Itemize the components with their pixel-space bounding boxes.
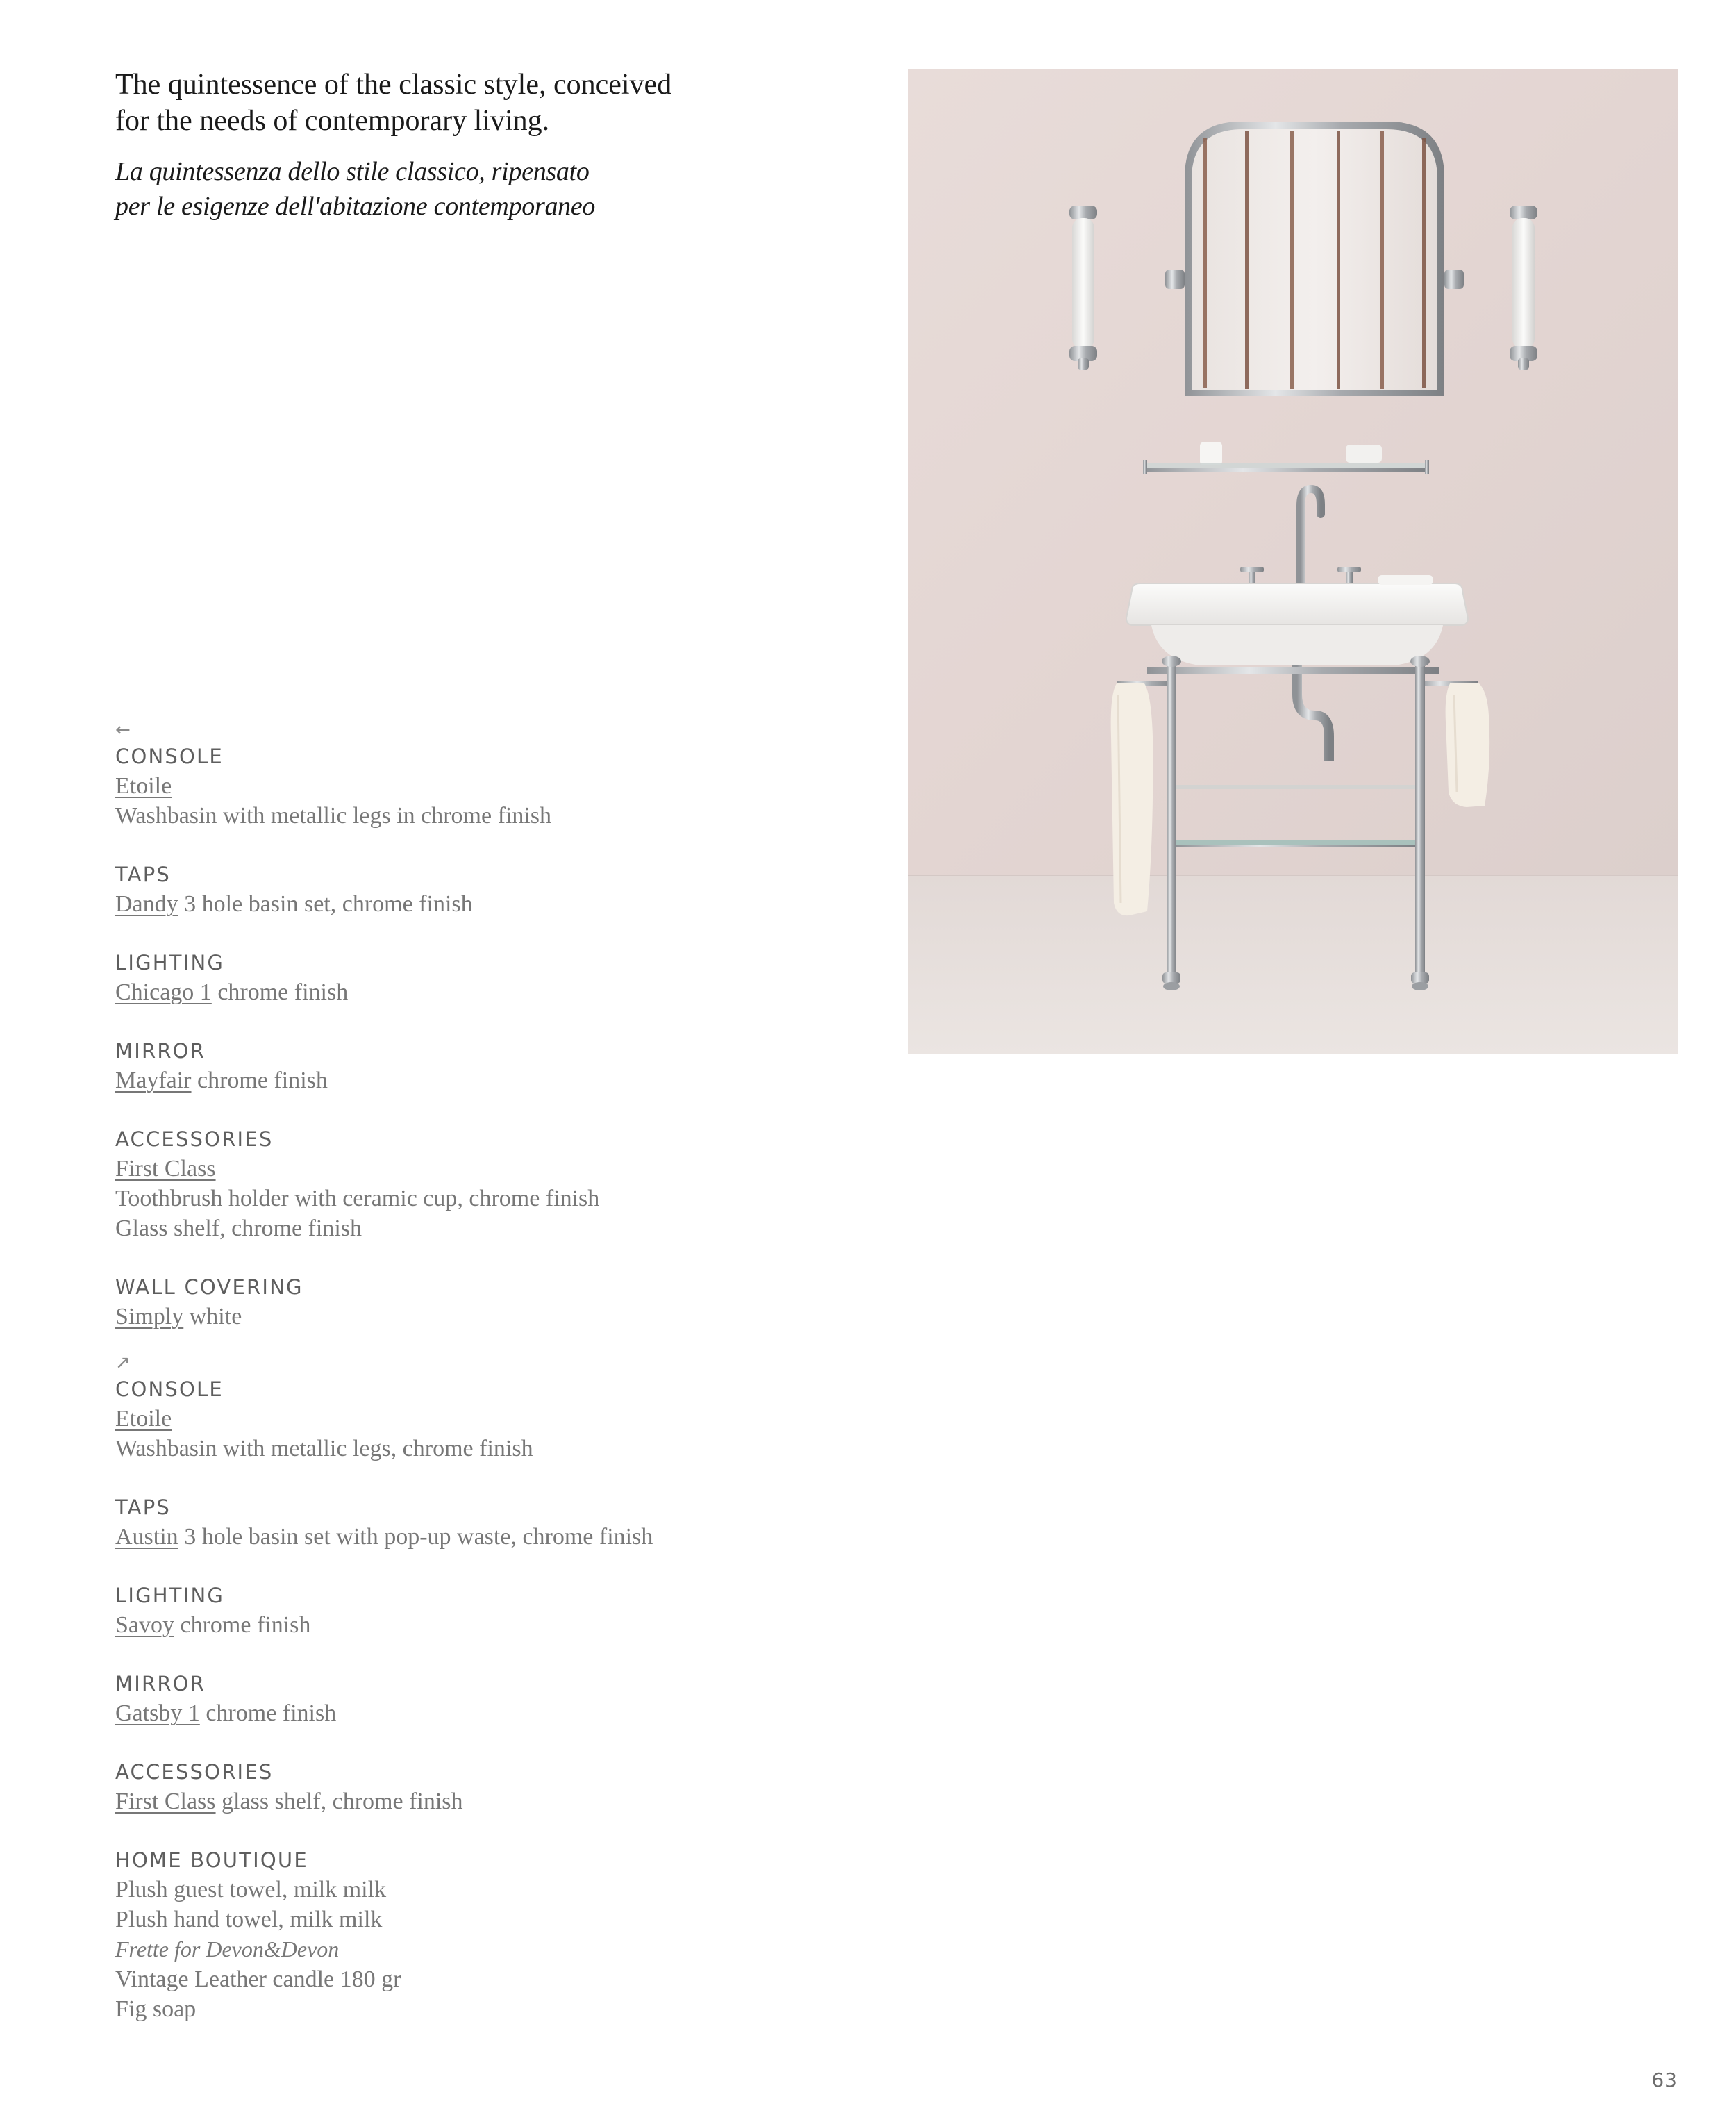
intro-block (115, 67, 768, 224)
product-link-etoile[interactable]: Etoile (115, 773, 172, 799)
spec-category: HOME BOUTIQUE (115, 1848, 308, 1872)
product-link-savoy[interactable]: Savoy (115, 1612, 174, 1638)
spec-description: chrome finish (191, 1068, 328, 1093)
intro-italian (115, 154, 768, 224)
spec-description: Toothbrush holder with ceramic cup, chrome finish (115, 1186, 600, 1211)
spec-description: chrome finish (199, 1700, 337, 1726)
spec-category: MIRROR (115, 1672, 206, 1696)
bathroom-photo (908, 69, 1678, 1054)
spec-description: white (183, 1304, 242, 1329)
spec-mirror-1 (115, 1036, 810, 1095)
product-link-gatsby-1[interactable]: Gatsby 1 (115, 1700, 200, 1726)
spec-description: Vintage Leather candle 180 gr (115, 1966, 401, 1992)
intro-italian-line-2: per le esigenze dell'abitazione contemporaneo (115, 192, 596, 221)
spec-description: Plush hand towel, milk milk (115, 1907, 383, 1932)
spec-accessories-2 (115, 1757, 810, 1816)
spec-product-line (115, 1404, 810, 1434)
spec-category: WALL COVERING (115, 1275, 303, 1299)
page-number: 63 (1651, 2069, 1678, 2091)
arrow-up-right-icon: ↗ (115, 1352, 131, 1373)
product-link-mayfair[interactable]: Mayfair (115, 1068, 192, 1093)
spec-category: CONSOLE (115, 745, 224, 768)
mirror-icon (1165, 122, 1464, 396)
spec-product-line (115, 1302, 810, 1332)
product-link-austin[interactable]: Austin (115, 1524, 178, 1550)
spec-brand-credit: Frette for Devon&Devon (115, 1937, 340, 1962)
spec-category: TAPS (115, 1495, 171, 1519)
spec-description: Washbasin with metallic legs in chrome finish (115, 803, 552, 829)
spec-category: LIGHTING (115, 951, 225, 975)
product-spec-list (115, 718, 810, 2053)
spec-category: ACCESSORIES (115, 1760, 274, 1784)
intro-english-line-1: The quintessence of the classic style, conceived (115, 69, 672, 101)
spec-description: 3 hole basin set with pop-up waste, chrome finish (178, 1524, 653, 1550)
spec-category: LIGHTING (115, 1584, 225, 1607)
product-link-chicago-1[interactable]: Chicago 1 (115, 979, 212, 1005)
spec-description: Washbasin with metallic legs, chrome finish (115, 1436, 533, 1461)
spec-wall-covering (115, 1273, 810, 1332)
product-link-first-class[interactable]: First Class (115, 1156, 216, 1182)
bathroom-illustration (908, 69, 1678, 1054)
spec-product-line (115, 889, 810, 919)
spec-accessories-1 (115, 1125, 810, 1243)
spec-taps-2 (115, 1493, 810, 1552)
spec-category: CONSOLE (115, 1377, 224, 1401)
product-link-simply[interactable]: Simply (115, 1304, 184, 1329)
intro-english (115, 67, 768, 139)
spec-product-line (115, 977, 810, 1007)
spec-product-line (115, 1522, 810, 1552)
spec-description: glass shelf, chrome finish (215, 1789, 463, 1814)
spec-category: MIRROR (115, 1039, 206, 1063)
spec-category: TAPS (115, 863, 171, 886)
spec-category: ACCESSORIES (115, 1127, 274, 1151)
product-link-etoile[interactable]: Etoile (115, 1406, 172, 1432)
spec-description: chrome finish (174, 1612, 311, 1638)
spec-taps-1 (115, 860, 810, 919)
spec-description: Plush guest towel, milk milk (115, 1877, 387, 1903)
spec-lighting-2 (115, 1581, 810, 1640)
spec-console-2 (115, 1375, 810, 1464)
spec-product-line (115, 1698, 810, 1728)
arrow-left-icon: ← (115, 720, 131, 740)
product-link-first-class[interactable]: First Class (115, 1789, 216, 1814)
spec-description: Fig soap (115, 1996, 197, 2022)
spec-console-1 (115, 742, 810, 831)
spec-description: 3 hole basin set, chrome finish (178, 891, 473, 917)
spec-product-line (115, 1066, 810, 1095)
spec-product-line (115, 771, 810, 801)
spec-mirror-2 (115, 1669, 810, 1728)
spec-product-line (115, 1610, 810, 1640)
intro-italian-line-1: La quintessenza dello stile classico, ripensato (115, 157, 590, 186)
product-link-dandy[interactable]: Dandy (115, 891, 178, 917)
spec-description: chrome finish (211, 979, 349, 1005)
spec-home-boutique (115, 1846, 810, 2024)
intro-english-line-2: for the needs of contemporary living. (115, 105, 550, 137)
spec-lighting-1 (115, 948, 810, 1007)
spec-product-line (115, 1787, 810, 1816)
spec-product-line (115, 1154, 810, 1184)
spec-description: Glass shelf, chrome finish (115, 1216, 362, 1241)
